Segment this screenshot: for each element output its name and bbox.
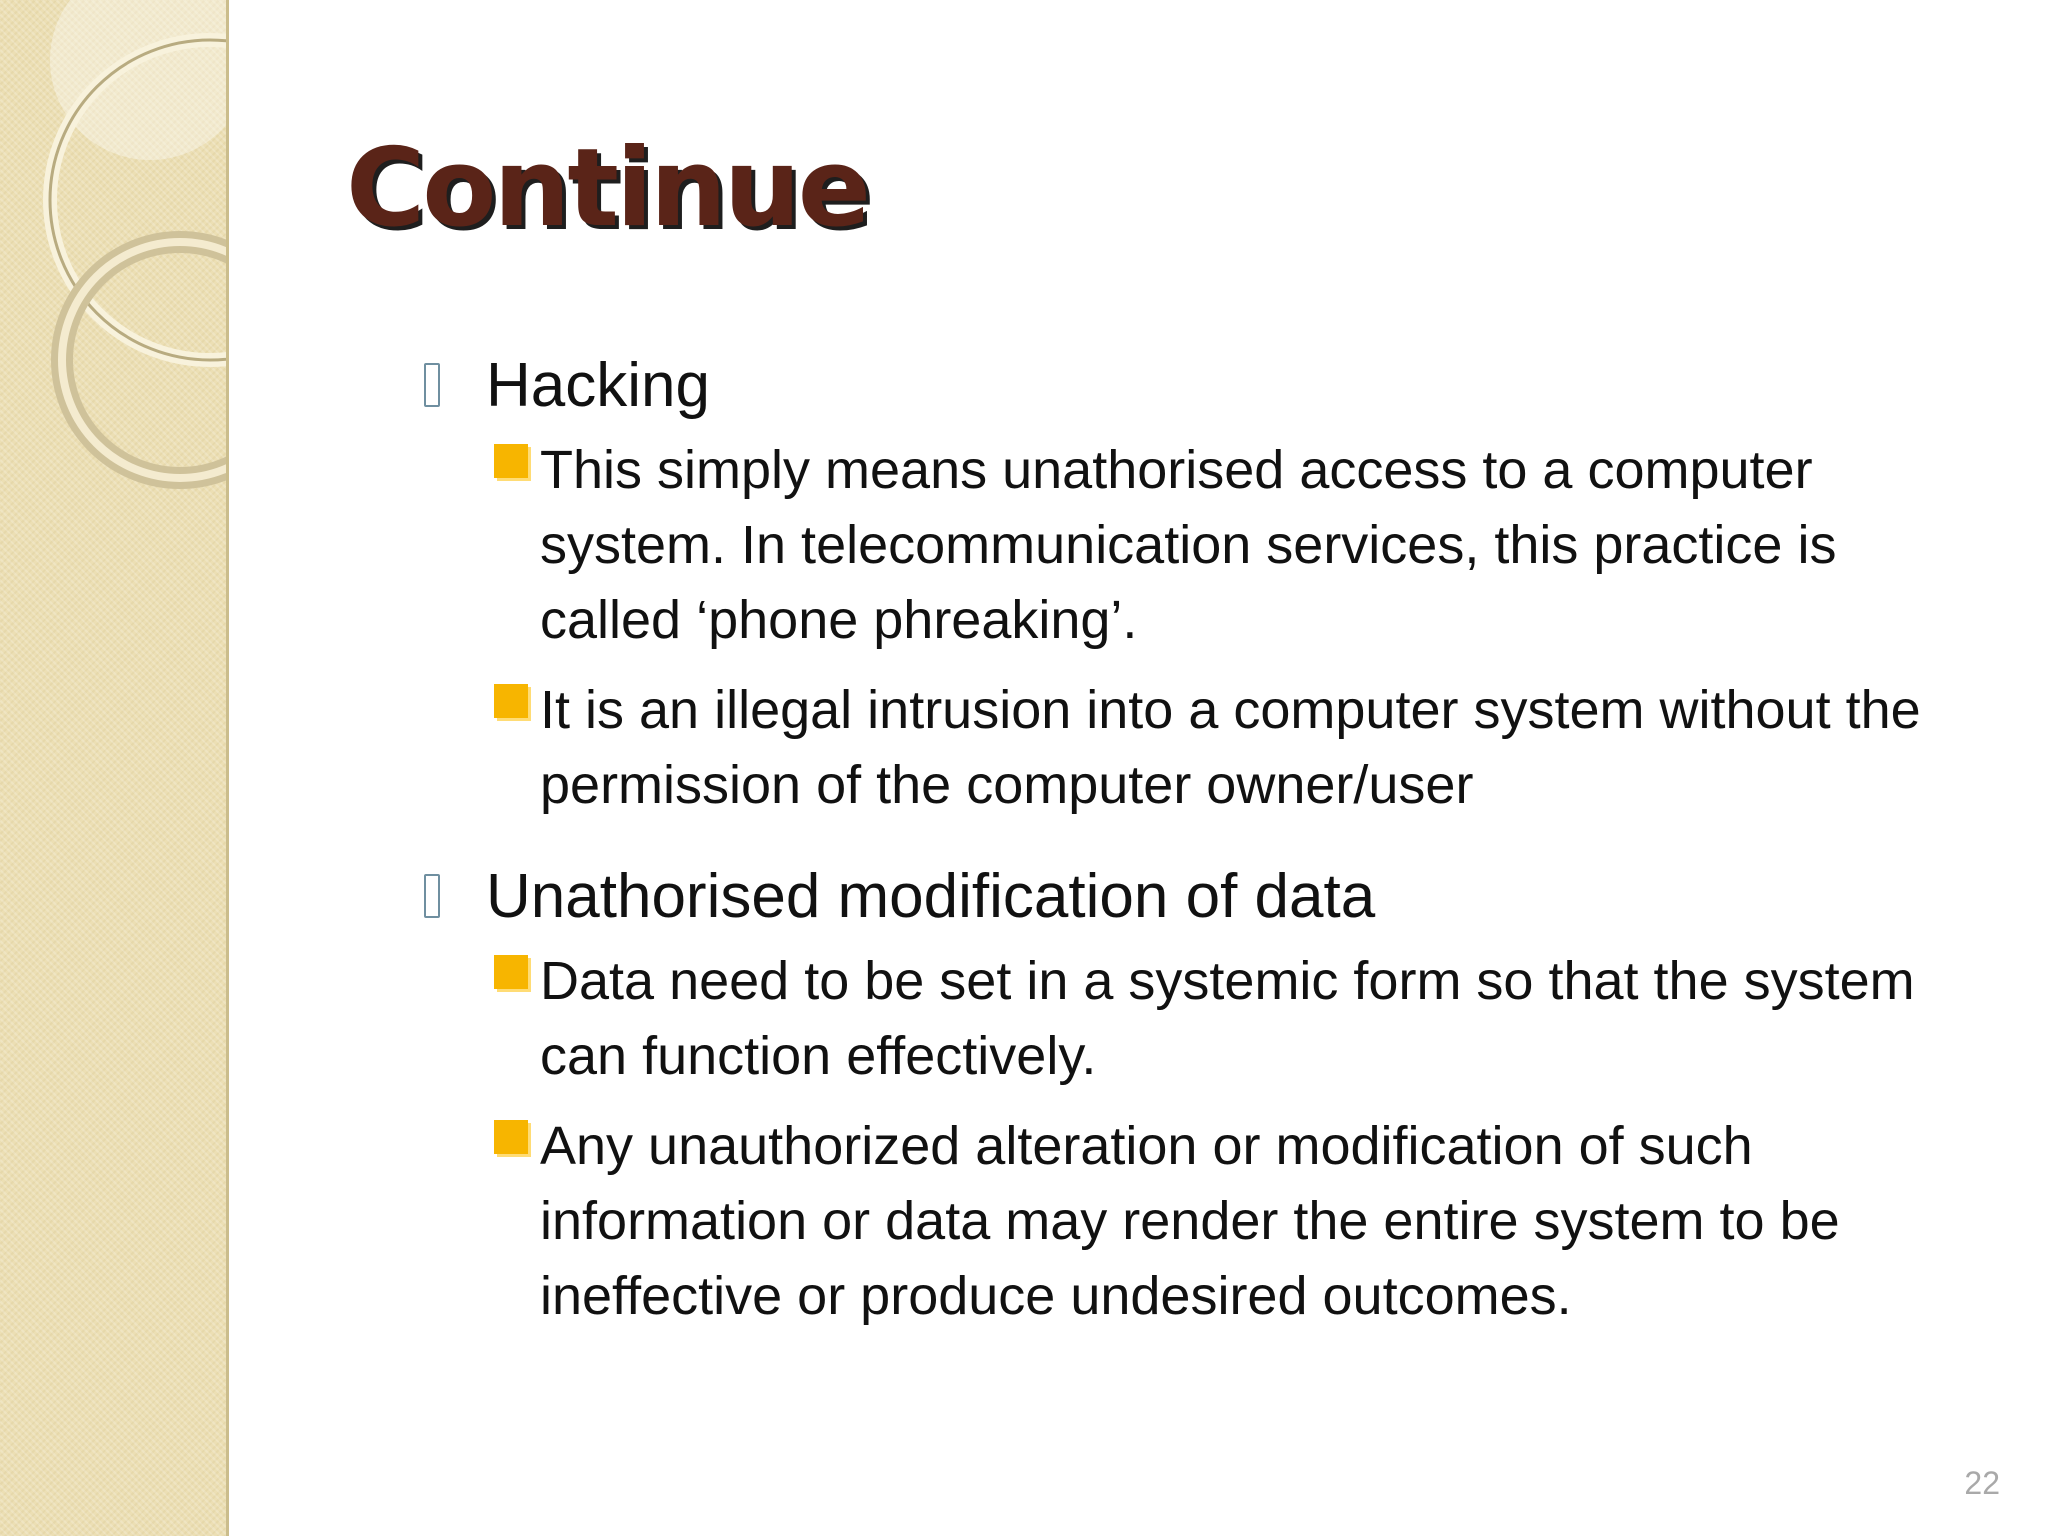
sub-bullet	[420, 944, 1990, 1094]
square-bullet-icon	[494, 684, 528, 718]
square-bullet-icon	[494, 1120, 528, 1154]
sub-bullet	[420, 433, 1990, 658]
heading-text: Hacking	[486, 351, 710, 420]
bullet-heading-hacking	[420, 345, 1990, 427]
page-number: 22	[1964, 1465, 2000, 1501]
square-bullet-icon	[494, 444, 528, 478]
sub-bullet-text: This simply means unathorised access to a computer system. In telecommunication services, this practice is called ‘phone phreaking’.	[540, 440, 1837, 650]
sub-bullet-text: It is an illegal intrusion into a computer system without the permission of the computer owner/user	[540, 680, 1921, 815]
sub-bullet	[420, 673, 1990, 823]
decorative-rings	[0, 0, 226, 520]
bullet-marker-icon	[424, 874, 440, 918]
square-bullet-icon	[494, 955, 528, 989]
slide-title: Continue	[346, 126, 869, 251]
decorative-sidebar	[0, 0, 229, 1536]
sub-bullet	[420, 1109, 1990, 1334]
sub-bullet-text: Any unauthorized alteration or modification of such information or data may render the entire system to be ineffective or produce undesired outcomes.	[540, 1116, 1840, 1326]
sub-bullet-text: Data need to be set in a systemic form so that the system can function effectively.	[540, 951, 1915, 1086]
slide-content	[420, 345, 1990, 1349]
bullet-marker-icon	[424, 363, 440, 407]
bullet-heading-modification	[420, 856, 1990, 938]
heading-text: Unathorised modification of data	[486, 862, 1376, 931]
